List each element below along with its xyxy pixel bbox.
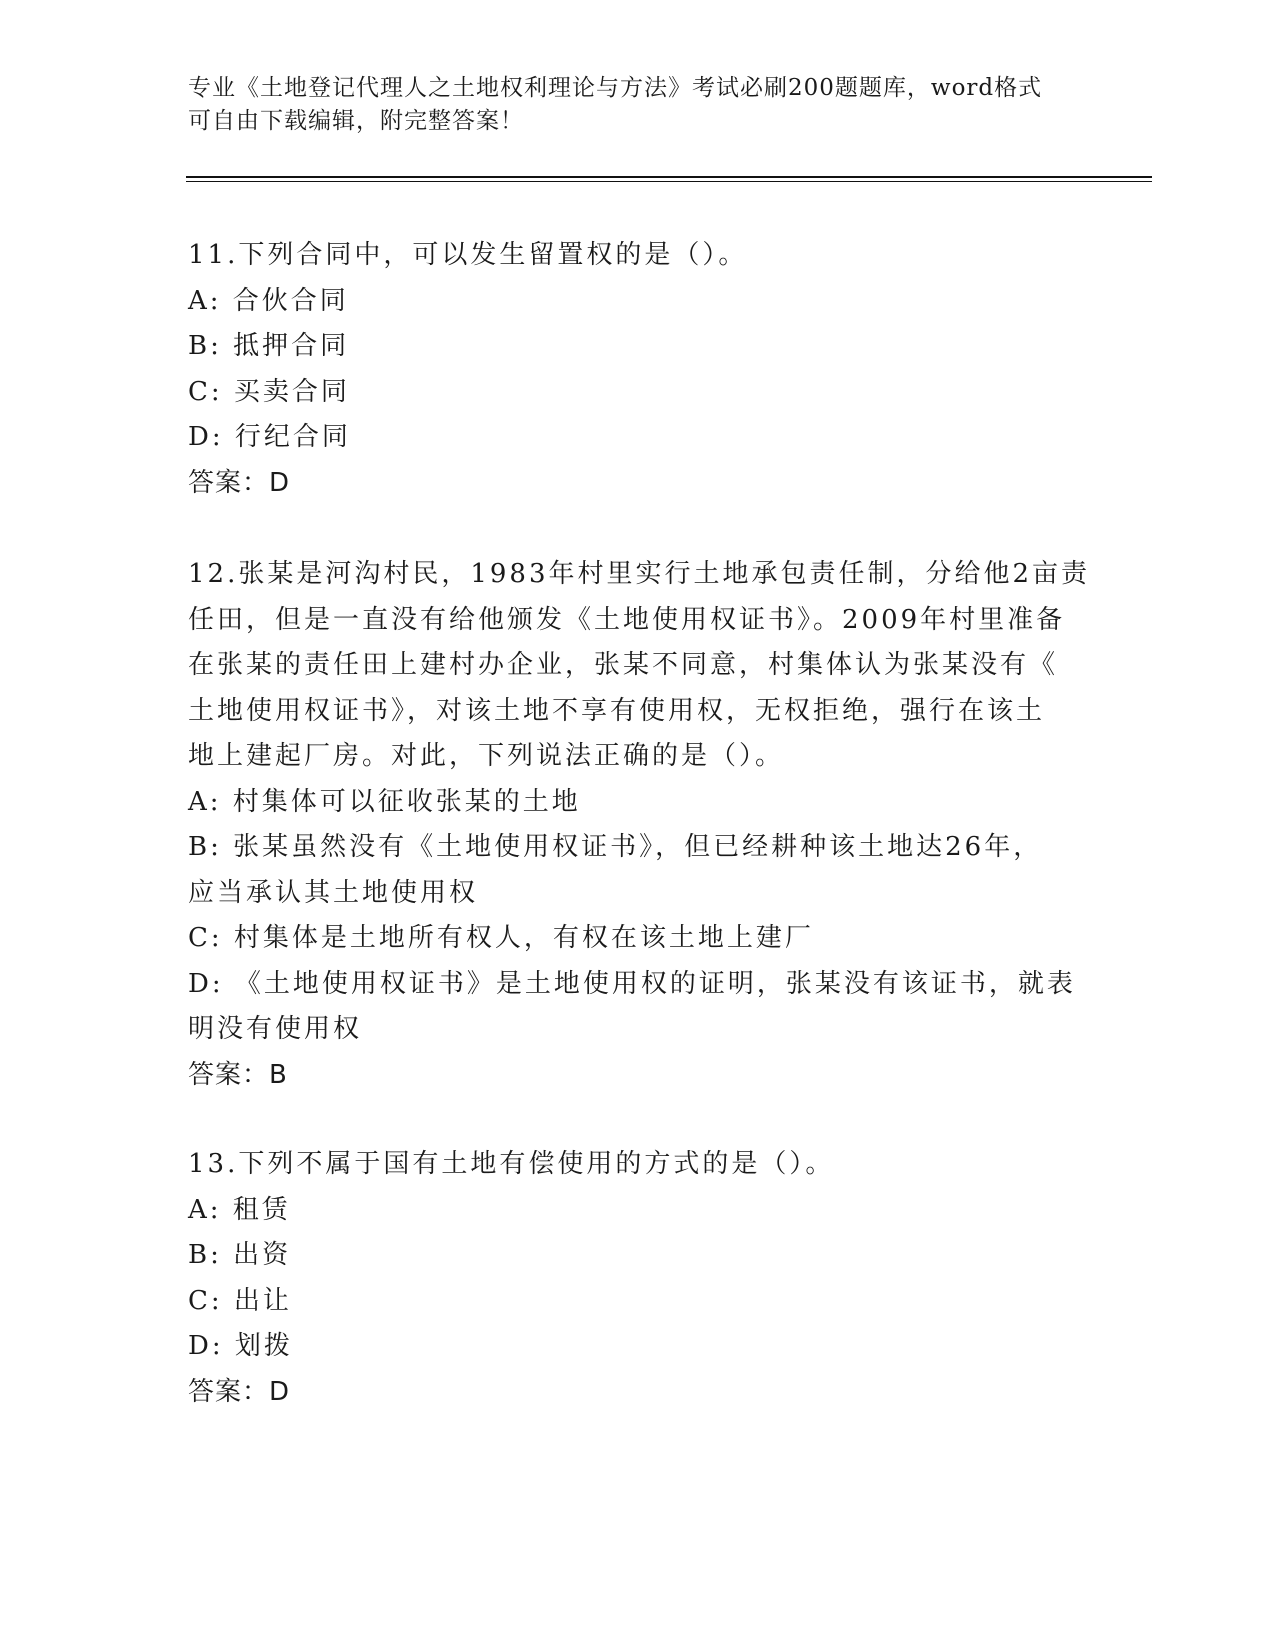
answer: 答案：D [188,1376,291,1407]
option-c: C: 出让 [188,1285,292,1316]
question-stem: 地上建起厂房。对此，下列说法正确的是（）。 [188,741,785,771]
option-d: D: 行纪合同 [188,422,351,452]
option-d: D: 划拨 [188,1331,293,1361]
header-line: 可自由下载编辑，附完整答案！ [188,108,524,134]
answer: 答案：B [188,1059,288,1090]
question-12 [188,552,1091,1098]
option-d: D: 《土地使用权证书》是土地使用权的证明，张某没有该证书，就表 [188,968,1076,999]
option-a: A: 合伙合同 [188,285,349,316]
option-a: A: 租赁 [188,1194,291,1225]
option-b-continued: 应当承认其土地使用权 [188,877,479,908]
option-b: B: 抵押合同 [188,331,350,361]
question-11 [188,233,1088,506]
option-b: B: 出资 [188,1240,292,1270]
question-13 [188,1142,1088,1415]
answer: 答案：D [188,467,291,498]
option-b: B: 张某虽然没有《土地使用权证书》，但已经耕种该土地达26年， [188,832,1043,862]
option-a: A: 村集体可以征收张某的土地 [188,786,581,817]
question-stem: 11.下列合同中，可以发生留置权的是（）。 [188,240,748,270]
option-c: C: 村集体是土地所有权人，有权在该土地上建厂 [188,923,814,953]
option-c: C: 买卖合同 [188,376,350,407]
question-stem: 12.张某是河沟村民，1983年村里实行土地承包责任制，分给他2亩责 [188,559,1091,589]
header-rule [186,176,1152,178]
header-rule [186,181,1152,182]
header-line: 专业《土地登记代理人之土地权利理论与方法》考试必刷200题题库，word格式 [188,75,1043,101]
question-stem: 任田，但是一直没有给他颁发《土地使用权证书》。2009年村里准备 [188,604,1066,635]
option-d-continued: 明没有使用权 [188,1014,363,1044]
question-stem: 13.下列不属于国有土地有偿使用的方式的是（）。 [188,1149,835,1179]
question-stem: 在张某的责任田上建村办企业，张某不同意，村集体认为张某没有《 [188,650,1059,680]
question-stem: 土地使用权证书》，对该土地不享有使用权，无权拒绝，强行在该土 [188,695,1046,726]
document-header [188,72,1068,138]
